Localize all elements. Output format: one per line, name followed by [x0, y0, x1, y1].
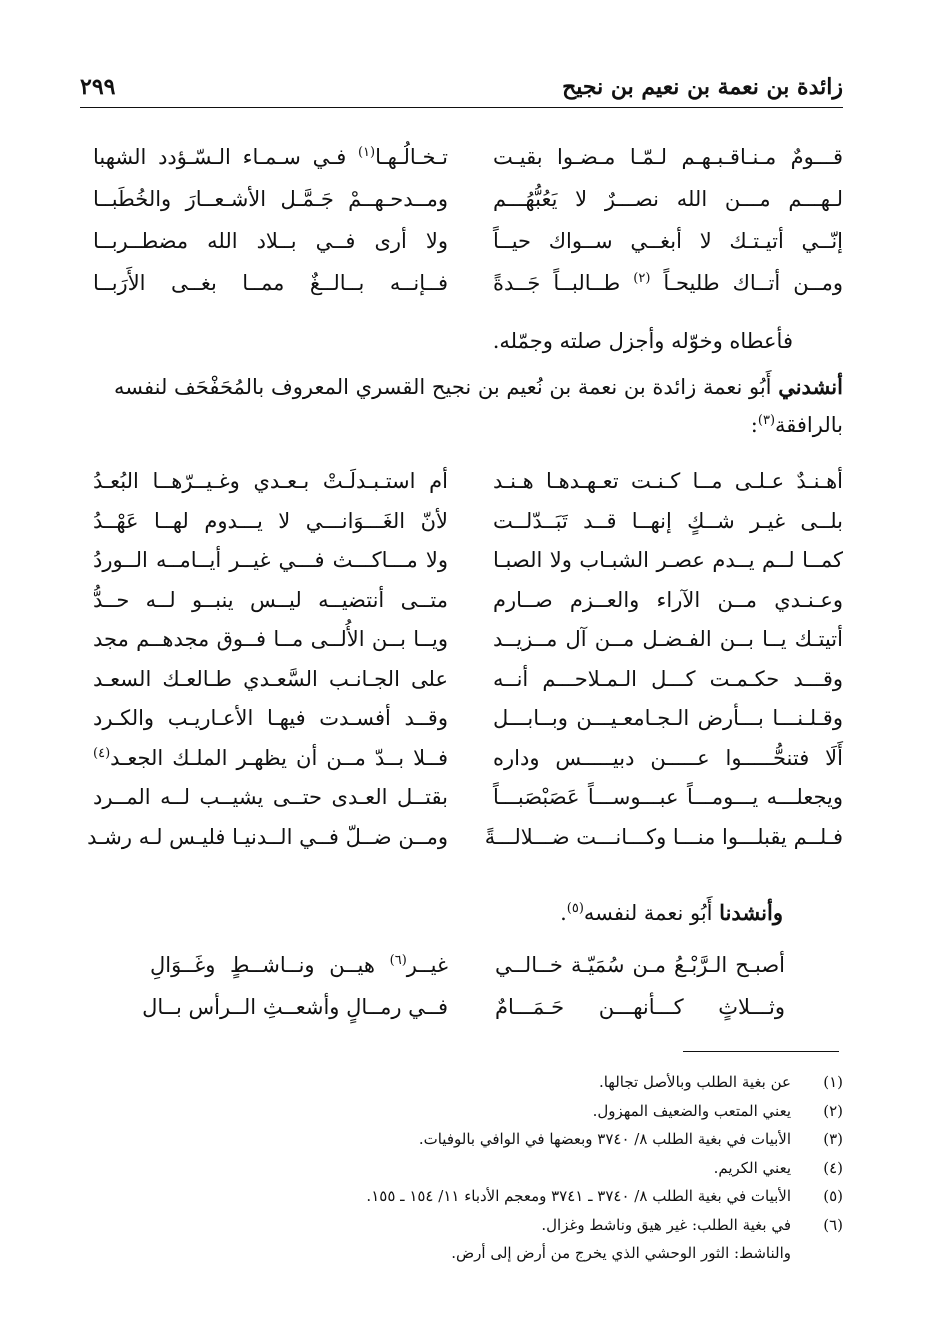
verse-second-hemistich: غيــر$^{(٦)}$ هيــن ونــاشــطٍ وغَــوَالِ [150, 953, 448, 977]
verse-first-hemistich: أَلَا فتنحُّـــــوا عـــــن دبيـــــس وداره [493, 745, 843, 770]
verse-first-hemistich: ويجعلـــه يـــومـــاً عبـــوســـاً عَصَبْصَبـــاً [493, 785, 843, 809]
verse-line [80, 782, 843, 822]
verse-first-hemistich: وعـنـدي مــن الآراء والعــزم صــارم [493, 587, 843, 612]
poem-3 [80, 950, 843, 1034]
verse-line [80, 268, 843, 310]
verse-line [80, 822, 843, 862]
footnote [80, 1068, 843, 1097]
footnotes [80, 1068, 843, 1268]
verse-first-hemistich: وثـــلاثٍ كـــأنهـــن حَـمَـــامٌ [495, 995, 785, 1019]
verse-line [80, 950, 843, 992]
intro-keyword: وأنشدنا [719, 900, 783, 925]
verse-second-hemistich: بقتــل العـدى حتــى يشيــب لــه المــرد [93, 785, 448, 809]
footnote-number: (٦) [823, 1215, 843, 1234]
footnote-text: في بغية الطلب: غير هيق وناشط وغزال. [541, 1215, 791, 1234]
verse-first-hemistich: وقـلـنـــا بـــأرض الـجـامعـيـــن وبــابـــل [493, 706, 843, 730]
verse-second-hemistich: أم استـبـدلَـتْ بـعـدي وغـيــرّهــا البُعـدُ [93, 469, 448, 493]
footnote-marker: (٣) [757, 413, 776, 428]
poem-2 [80, 466, 843, 861]
intro-paragraph: وأنشدنا أَبُو نعمة لنفسه$^{(٥)}$. [560, 900, 783, 925]
footnote-text: الأبيات في بغية الطلب ٨/ ٣٧٤٠ وبعضها في الوافي بالوفيات. [418, 1130, 791, 1148]
verse-line [80, 624, 843, 664]
verse-second-hemistich: تـخـالُـهـا$^{(١)}$ فـي سـمـاء الـسّـؤدد الشهبا [93, 145, 448, 169]
footnote-number: (٥) [823, 1187, 843, 1205]
footnote [80, 1125, 843, 1154]
verse-line [80, 664, 843, 704]
footnote-marker: (٦) [389, 953, 407, 968]
intro-keyword: أنشدني [778, 374, 843, 399]
header-divider [80, 107, 843, 108]
verse-second-hemistich: وقــد أفسـدت فيهـا الأعـاريـب والكـرد [93, 706, 448, 730]
verse-first-hemistich: أهـنـدٌ عـلـى مــا كـنـت تعـهـدهـا هـنـد [493, 469, 843, 493]
verse-second-hemistich: فــلا بــدّ مــن أن يظهـر الملـك الجعـد$^{(٤)}$ [93, 745, 448, 770]
verse-line [80, 585, 843, 625]
verse-first-hemistich: إنّــي أتيـتـك لا أبغــي ســواك حيــاً [493, 229, 843, 253]
verse-second-hemistich: فــي رمــالٍ وأشعــثِ الــرأس بــال [142, 995, 448, 1019]
verse-second-hemistich: ولا مـــاكـــث فـــي غيــر أيــامــه الــوردُ [93, 548, 448, 572]
footnote-number: (٣) [823, 1130, 843, 1148]
verse-second-hemistich: متــى أنتضيــه ليــس ينبــو لــه حــدُّ [93, 587, 448, 612]
verse-line [80, 226, 843, 268]
footnote-text: الأبيات في بغية الطلب ٨/ ٣٧٤٠ ـ ٣٧٤١ ومعجم الأدباء ١١/ ١٥٤ ـ ١٥٥. [366, 1187, 791, 1205]
footnote-text: يعني المتعب والضعيف المهزول. [592, 1101, 791, 1120]
verse-first-hemistich: أصبـح الـرَّبْـعُ مـن سُمَيّـة خــالــي [495, 953, 785, 977]
verse-first-hemistich: كمــا لــم يــدم عصـر الشبـاب ولا الصبـا [493, 548, 843, 572]
verse-first-hemistich: قـــومٌ مـنـاقـبـهـم لـمّـا مـضـوا بقيـت [493, 145, 843, 169]
footnote-text: يعني الكريم. [713, 1158, 791, 1177]
verse-line [80, 184, 843, 226]
verse-first-hemistich: وقـــد حكـمـت كـــل الـمـلاحـــم أنــه [493, 666, 843, 691]
footnote-number: (٤) [823, 1158, 843, 1177]
footnote [80, 1154, 843, 1183]
page-header [80, 72, 843, 106]
verse-first-hemistich: أتيتـك يــا بــن الفـضـل مــن آل مــزيــد [493, 627, 843, 651]
footnote-text: عن بغية الطلب وبالأصل تجالها. [598, 1073, 791, 1091]
prose-paragraph: فأعطاه وخوّله وأجزل صلته وجمّله. [492, 329, 793, 353]
running-title: زائدة بن نعمة بن نعيم بن نجيح [562, 74, 843, 100]
verse-second-hemistich: على الجـانـب السَّعـدي طـالعـك السعـد [93, 666, 448, 691]
intro-paragraph: أنشدني أَبُو نعمة زائدة بن نعمة بن نُعيم بن نجيح القسري المعروف بالمُحَفْحَف لنفسه بالرافقة$^{(٣)}$: [114, 374, 843, 437]
verse-line [80, 992, 843, 1034]
verse-second-hemistich: فــإنــه بــالــغٌ ممــا بغــى الأَرَبــا [93, 271, 448, 295]
footnote-marker: (٥) [566, 901, 584, 916]
footnote-number: (١) [823, 1073, 843, 1091]
footnote-marker: (٤) [93, 745, 111, 761]
verse-first-hemistich: ومــن أتــاك طليحـاً $^{(٢)}$ طــالبــاً جَــدةً [493, 271, 843, 295]
verse-second-hemistich: ولا أرى فــي بــلاد الله مضطــربــا [93, 229, 448, 253]
footnote [80, 1211, 843, 1240]
verse-line [80, 466, 843, 506]
verse-second-hemistich: ومــن ضــلّ فــي الــدنيـا فليـس لـه رشـد [87, 824, 448, 849]
footnote-marker: (٢) [633, 271, 651, 286]
verse-line [80, 743, 843, 783]
footnote [80, 1097, 843, 1126]
footnote-continuation: والناشط: الثور الوحشي الذي يخرج من أرض إلى أرض. [451, 1244, 791, 1262]
verse-line [80, 703, 843, 743]
verse-line [80, 142, 843, 184]
verse-first-hemistich: لـهـــم مـــن الله نصـــرٌ لا يَعُبُّهُـــم [493, 187, 843, 211]
footnote-marker: (١) [357, 145, 376, 160]
verse-line [80, 506, 843, 546]
footnote-number: (٢) [823, 1101, 843, 1120]
verse-second-hemistich: ومــدحـهــمْ جَـمَّـل الأشـعــارَ والخُطَبــا [93, 187, 448, 211]
poem-1 [80, 142, 843, 310]
verse-first-hemistich: فـلــم يقبلـــوا منـــا وكـــانـــت ضـــلالـــةً [484, 824, 843, 849]
page-number: ٢٩٩ [80, 74, 116, 100]
verse-second-hemistich: ويــا بــن الأُلــى مــا فــوق مجدهــم مجد [93, 627, 448, 651]
footnote [80, 1182, 843, 1211]
footnote-divider [683, 1051, 839, 1052]
verse-line [80, 545, 843, 585]
verse-first-hemistich: بلــى غيـر شــكٍ إنهــا قــد تَبَــدّلــت [493, 508, 843, 533]
verse-second-hemistich: لأنّ الغَـــوَانـــي لا يـــدوم لهــا عَهْــدُ [93, 508, 448, 533]
